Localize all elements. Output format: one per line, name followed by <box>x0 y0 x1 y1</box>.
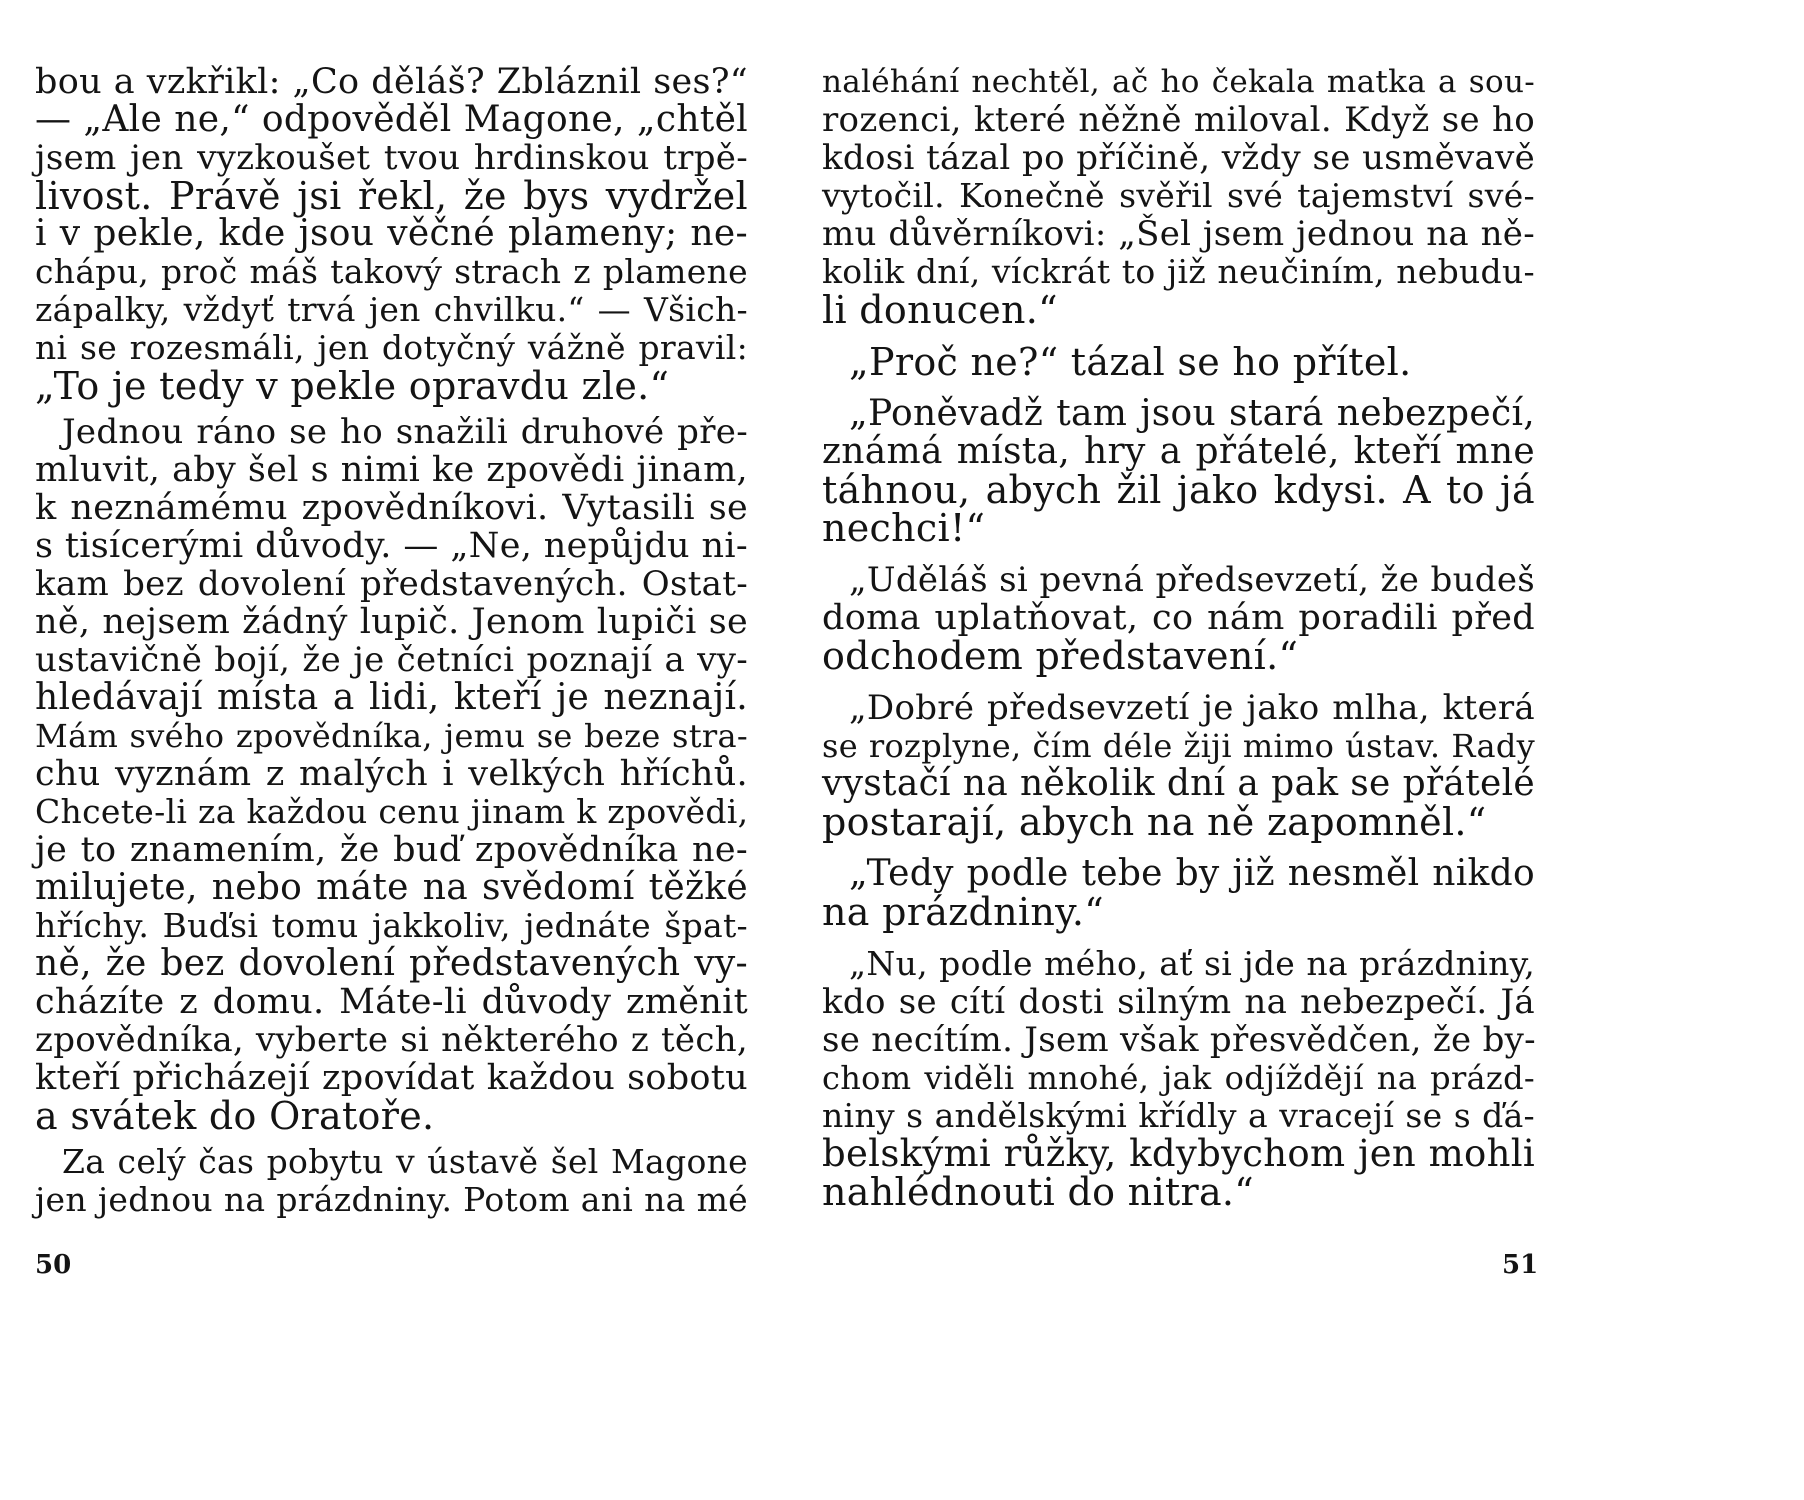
text-line: Za celý čas pobytu v ústavě šel Magone <box>62 1142 748 1181</box>
text-line: „Uděláš si pevná předsevzetí, že budeš <box>849 560 1535 600</box>
text-line: chom viděli mnohé, jak odjíždějí na prázd- <box>822 1059 1535 1097</box>
text-line: nechci!“ <box>822 506 986 550</box>
text-line: je to znamením, že buď zpovědníka ne- <box>35 830 748 870</box>
text-line: se rozplyne, čím déle žiji mimo ústav. Rady <box>822 727 1535 765</box>
text-line: známá místa, hry a přátelé, kteří mne <box>822 431 1535 472</box>
text-line: — „Ale ne,“ odpověděl Magone, „chtěl <box>35 99 748 140</box>
text-line: se necítím. Jsem však přesvědčen, že by- <box>822 1020 1536 1060</box>
text-line: k neznámému zpovědníkovi. Vytasili se <box>35 488 748 528</box>
text-line: zápalky, vždyť trvá jen chvilku.“ — Všich- <box>35 290 748 329</box>
text-line: „Dobré předsevzetí je jako mlha, která <box>849 688 1535 728</box>
text-line: ni se rozesmáli, jen dotyčný vážně pravil: <box>35 328 748 367</box>
text-line: hříchy. Buďsi tomu jakkoliv, jednáte špat- <box>35 906 748 945</box>
text-line: livost. Právě jsi řekl, že bys vydržel <box>35 174 748 218</box>
text-line: odchodem představení.“ <box>822 634 1299 678</box>
text-line: ně, nejsem žádný lupič. Jenom lupiči se <box>35 602 748 642</box>
text-line: i v pekle, kde jsou věčné plameny; ne- <box>35 213 748 254</box>
text-line: jsem jen vyzkoušet tvou hrdinskou trpě- <box>35 138 748 178</box>
text-line: belskými růžky, kdybychom jen mohli <box>822 1132 1535 1175</box>
text-line: ně, že bez dovolení představených vy- <box>35 943 748 984</box>
text-line: „Nu, podle mého, ať si jde na prázdniny, <box>849 944 1535 983</box>
text-line: jen jednou na prázdniny. Potom ani na mé <box>35 1180 748 1219</box>
text-line: vytočil. Konečně svěřil své tajemství své- <box>822 176 1535 215</box>
text-line: mu důvěrníkovi: „Šel jsem jednou na ně- <box>822 214 1535 254</box>
text-line: „Tedy podle tebe by již nesměl nikdo <box>849 853 1535 894</box>
text-line: postarají, abych na ně zapomněl.“ <box>822 800 1487 844</box>
text-line: „Poněvadž tam jsou stará nebezpečí, <box>849 393 1535 434</box>
text-line: niny s andělskými křídly a vracejí se s ďá- <box>822 1096 1535 1135</box>
text-line: na prázdniny.“ <box>822 890 1104 934</box>
text-line: zpovědníka, vyberte si některého z těch, <box>35 1020 748 1060</box>
text-line: Chcete-li za každou cenu jinam k zpovědi, <box>35 792 749 831</box>
text-line: chápu, proč máš takový strach z plamene <box>35 252 748 291</box>
text-line: nahlédnouti do nitra.“ <box>822 1170 1255 1214</box>
text-line: kam bez dovolení představených. Ostat- <box>35 564 748 604</box>
page-number: 51 <box>1502 1250 1539 1280</box>
text-line: vystačí na několik dní a pak se přátelé <box>822 763 1535 804</box>
text-line: mluvit, aby šel s nimi ke zpovědi jinam, <box>35 450 748 490</box>
text-line: naléhání nechtěl, ač ho čekala matka a sou- <box>822 64 1535 100</box>
text-line: s tisícerými důvody. — „Ne, nepůjdu ni- <box>35 526 748 566</box>
text-line: bou a vzkřikl: „Co děláš? Zbláznil ses?“ <box>35 62 748 102</box>
right-page <box>822 0 1804 1500</box>
text-line: li donucen.“ <box>822 288 1058 332</box>
text-line: „To je tedy v pekle opravdu zle.“ <box>35 364 670 408</box>
text-line: rozenci, které něžně miloval. Když se ho <box>822 100 1535 140</box>
text-line: kdosi tázal po příčině, vždy se usměvavě <box>822 138 1535 178</box>
text-line: Jednou ráno se ho snažili druhové pře- <box>62 412 748 452</box>
text-line: milujete, nebo máte na svědomí těžké <box>35 867 748 908</box>
text-line: hledávají místa a lidi, kteří je neznají. <box>35 677 748 718</box>
text-line: kolik dní, víckrát to již neučiním, nebudu- <box>822 252 1535 291</box>
text-line: „Proč ne?“ tázal se ho přítel. <box>849 340 1412 384</box>
text-line: Mám svého zpovědníka, jemu se beze stra- <box>35 717 748 755</box>
text-line: cházíte z domu. Máte-li důvody změnit <box>35 982 748 1022</box>
text-line: ustavičně bojí, že je četníci poznají a vy- <box>35 640 748 680</box>
text-line: kdo se cítí dosti silným na nebezpečí. Já <box>822 982 1535 1022</box>
text-line: doma uplatňovat, co nám poradili před <box>822 598 1535 638</box>
text-line: kteří přicházejí zpovídat každou sobotu <box>35 1058 748 1098</box>
text-line: táhnou, abych žil jako kdysi. A to já <box>822 468 1535 512</box>
text-line: a svátek do Oratoře. <box>35 1094 435 1138</box>
page-number: 50 <box>35 1250 72 1280</box>
text-line: chu vyznám z malých i velkých hříchů. <box>35 754 748 794</box>
